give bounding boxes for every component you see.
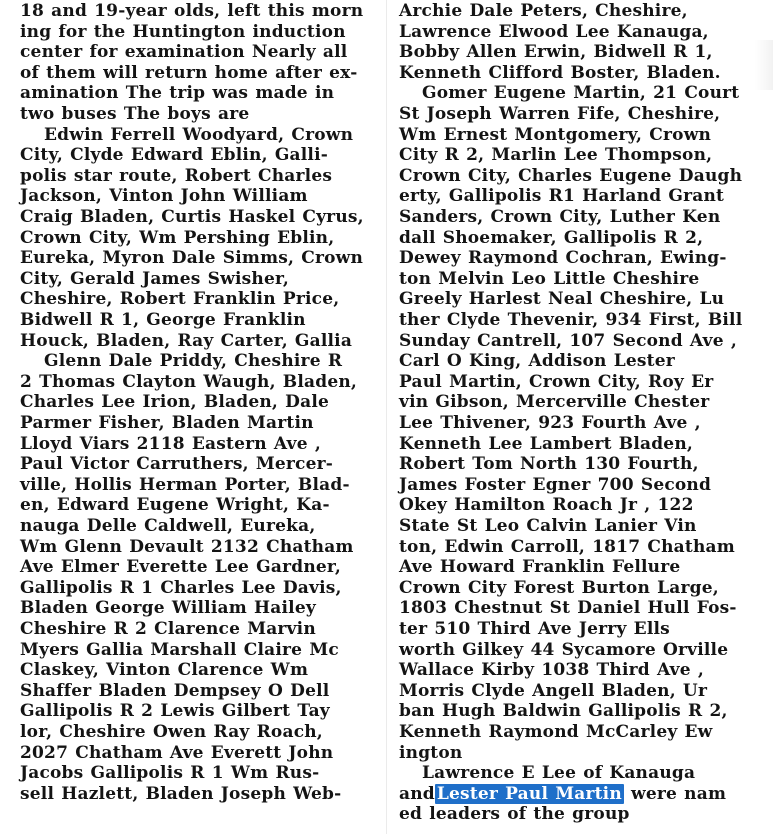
text-line: State St Leo Calvin Lanier Vin	[399, 516, 697, 536]
text-line: Jacobs Gallipolis R 1 Wm Rus-	[20, 763, 320, 784]
final-line	[396, 784, 726, 804]
text-line: City, Clyde Edward Eblin, Galli-	[20, 145, 328, 166]
text-line: erty, Gallipolis R1 Harland Grant	[399, 186, 725, 207]
text-line: ington	[399, 742, 463, 763]
text-line: Ave Howard Franklin Fellure	[399, 557, 681, 578]
text-line: Jackson, Vinton John William	[20, 186, 308, 207]
text-line: center for examination Nearly all	[20, 42, 348, 63]
text-line: worth Gilkey 44 Sycamore Orville	[399, 639, 729, 660]
text-line: Robert Tom North 130 Fourth,	[399, 454, 699, 475]
text-line: ing for the Huntington induction	[20, 21, 346, 42]
text-line: City R 2, Marlin Lee Thompson,	[399, 145, 713, 166]
text-line: 1803 Chestnut St Daniel Hull Fos-	[399, 598, 737, 619]
text-line: Crown City, Wm Pershing Eblin,	[20, 227, 335, 248]
text-line: sell Hazlett, Bladen Joseph Web-	[20, 783, 342, 804]
text-line: James Foster Egner 700 Second	[399, 474, 712, 495]
text-line: Cheshire, Robert Franklin Price,	[20, 289, 340, 310]
final-line-after: were nam	[623, 783, 727, 804]
text-line: ton, Edwin Carroll, 1817 Chatham	[399, 536, 735, 557]
text-line: Wallace Kirby 1038 Third Ave ,	[399, 660, 705, 681]
text-line: Paul Martin, Crown City, Roy Er	[399, 371, 714, 392]
text-line: Bladen George William Hailey	[20, 598, 316, 619]
text-line: Paul Victor Carruthers, Mercer-	[20, 454, 334, 475]
text-line: ville, Hollis Herman Porter, Blad-	[20, 474, 350, 495]
text-line: Kenneth Clifford Boster, Bladen.	[399, 62, 721, 83]
text-line: vin Gibson, Mercerville Chester	[399, 392, 710, 413]
text-line: Gallipolis R 1 Charles Lee Davis,	[20, 577, 342, 598]
text-line: Kenneth Lee Lambert Bladen,	[399, 433, 693, 454]
text-line: Bobby Allen Erwin, Bidwell R 1,	[399, 42, 713, 63]
text-line: amination The trip was made in	[20, 83, 335, 104]
text-line: Okey Hamilton Roach Jr , 122	[399, 495, 694, 516]
text-line: ton Melvin Leo Little Cheshire	[399, 268, 700, 289]
text-line: Shaffer Bladen Dempsey O Dell	[20, 680, 330, 701]
text-line: Craig Bladen, Curtis Haskel Cyrus,	[20, 207, 364, 227]
text-line: Claskey, Vinton Clarence Wm	[20, 660, 309, 681]
text-line: Wm Glenn Devault 2132 Chatham	[20, 536, 354, 557]
text-line: ban Hugh Baldwin Gallipolis R 2,	[399, 701, 728, 722]
text-line: dall Shoemaker, Gallipolis R 2,	[399, 227, 704, 248]
text-line: two buses The boys are	[20, 104, 250, 124]
text-line: Carl O King, Addison Lester	[399, 351, 675, 372]
final-line-before: and	[399, 783, 435, 804]
text-line: Ave Elmer Everette Lee Gardner,	[20, 557, 341, 578]
text-line: St Joseph Warren Fife, Cheshire,	[399, 104, 721, 124]
text-line: Myers Gallia Marshall Claire Mc	[20, 639, 339, 660]
text-line: en, Edward Eugene Wright, Ka-	[20, 495, 330, 516]
column-divider	[386, 0, 387, 834]
text-line: ter 510 Third Ave Jerry Ells	[399, 619, 670, 639]
text-line: polis star route, Robert Charles	[20, 165, 333, 186]
text-line: Lawrence E Lee of Kanauga	[422, 763, 696, 784]
text-line: Gallipolis R 2 Lewis Gilbert Tay	[20, 701, 330, 722]
text-line: Crown City Forest Burton Large,	[399, 577, 719, 598]
text-line: City, Gerald James Swisher,	[20, 268, 290, 289]
text-line: Dewey Raymond Cochran, Ewing-	[399, 248, 727, 269]
text-line: Lloyd Viars 2118 Eastern Ave ,	[20, 433, 321, 454]
text-line: nauga Delle Caldwell, Eureka,	[20, 516, 316, 536]
text-line: Houck, Bladen, Ray Carter, Gallia	[20, 330, 353, 351]
text-line: Wm Ernest Montgomery, Crown	[399, 124, 712, 145]
page-edge-shadow	[755, 40, 773, 90]
text-line: Edwin Ferrell Woodyard, Crown	[44, 124, 354, 145]
text-line: Kenneth Raymond McCarley Ew	[399, 722, 713, 742]
text-line: Lee Thivener, 923 Fourth Ave ,	[399, 413, 701, 433]
text-line: lor, Cheshire Owen Ray Roach,	[20, 722, 323, 742]
text-line: Sanders, Crown City, Luther Ken	[399, 207, 721, 227]
text-line: of them will return home after ex-	[20, 62, 358, 83]
text-line: Crown City, Charles Eugene Daugh	[399, 165, 743, 186]
text-line: 2027 Chatham Ave Everett John	[20, 742, 334, 763]
text-line: Glenn Dale Priddy, Cheshire R	[44, 351, 343, 372]
text-line: 18 and 19-year olds, left this morn	[20, 1, 364, 21]
text-line: Gomer Eugene Martin, 21 Court	[422, 83, 740, 104]
text-line: Cheshire R 2 Clarence Marvin	[20, 619, 316, 639]
text-line: Lawrence Elwood Lee Kanauga,	[399, 21, 709, 42]
text-line: Bidwell R 1, George Franklin	[20, 310, 306, 330]
text-line: Parmer Fisher, Bladen Martin	[20, 413, 314, 433]
text-line: Charles Lee Irion, Bladen, Dale	[20, 392, 330, 413]
text-line: Archie Dale Peters, Cheshire,	[399, 1, 688, 21]
selected-text-highlight[interactable]: Lester Paul Martin	[436, 783, 622, 804]
text-line: Morris Clyde Angell Bladen, Ur	[399, 680, 708, 701]
text-line: Eureka, Myron Dale Simms, Crown	[20, 248, 364, 269]
text-line: Greely Harlest Neal Cheshire, Lu	[399, 289, 725, 310]
text-line: 2 Thomas Clayton Waugh, Bladen,	[20, 371, 358, 392]
text-line: Sunday Cantrell, 107 Second Ave ,	[399, 330, 737, 351]
last-line: ed leaders of the group	[399, 804, 630, 825]
text-line: ther Clyde Thevenir, 934 First, Bill	[399, 310, 743, 330]
